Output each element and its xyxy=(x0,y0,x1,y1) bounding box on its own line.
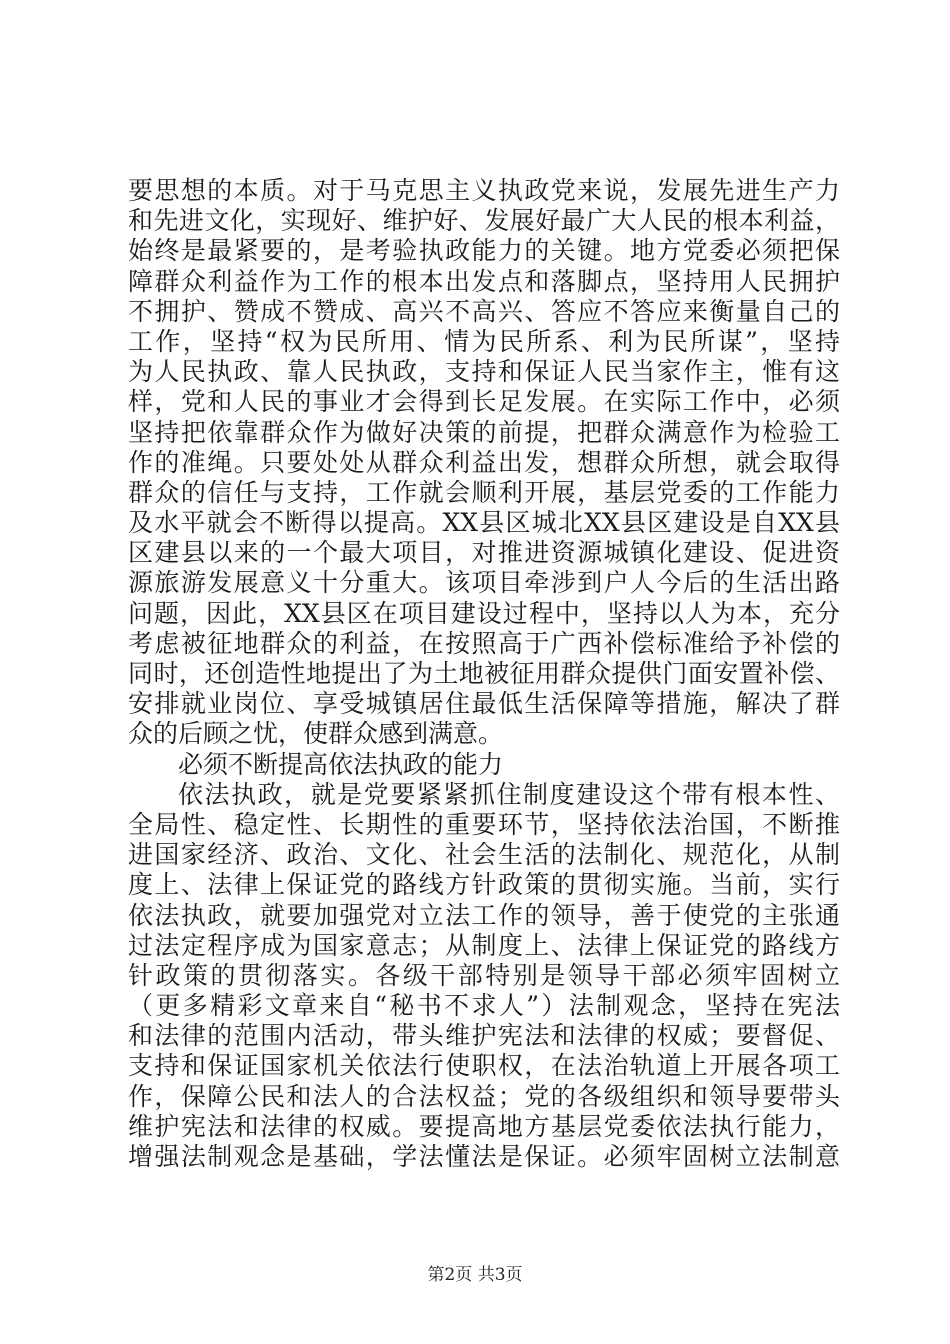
text-line: 依法执政，就是党要紧紧抓住制度建设这个带有根本性、 xyxy=(178,779,840,809)
text-line: 不拥护、赞成不赞成、高兴不高兴、答应不答应来衡量自己的 xyxy=(128,296,840,326)
text-line: 问题，因此，XX县区在项目建设过程中，坚持以人为本，充分 xyxy=(128,598,840,628)
text-line: 作，保障公民和法人的合法权益；党的各级组织和领导要带头 xyxy=(128,1081,840,1111)
text-line: （更多精彩文章来自“秘书不求人”）法制观念，坚持在宪法 xyxy=(128,991,840,1021)
body-text xyxy=(128,176,840,1172)
text-line: 依法执政，就要加强党对立法工作的领导，善于使党的主张通 xyxy=(128,900,840,930)
text-line: 众的后顾之忧，使群众感到满意。 xyxy=(128,719,504,749)
text-line: 及水平就会不断得以提高。XX县区城北XX县区建设是自XX县 xyxy=(128,508,840,538)
section-heading: 必须不断提高依法执政的能力 xyxy=(178,749,504,779)
text-line: 作的准绳。只要处处从群众利益出发，想群众所想，就会取得 xyxy=(128,447,840,477)
text-line: 源旅游发展意义十分重大。该项目牵涉到户人今后的生活出路 xyxy=(128,568,840,598)
text-line: 工作，坚持“权为民所用、情为民所系、利为民所谋”，坚持 xyxy=(128,326,840,356)
text-line: 安排就业岗位、享受城镇居住最低生活保障等措施，解决了群 xyxy=(128,689,840,719)
text-line: 针政策的贯彻落实。各级干部特别是领导干部必须牢固树立 xyxy=(128,960,840,990)
text-line: 同时，还创造性地提出了为土地被征用群众提供门面安置补偿、 xyxy=(128,659,840,688)
text-line: 度上、法律上保证党的路线方针政策的贯彻实施。当前，实行 xyxy=(128,870,840,900)
text-line: 支持和保证国家机关依法行使职权，在法治轨道上开展各项工 xyxy=(128,1051,840,1081)
text-line: 要思想的本质。对于马克思主义执政党来说，发展先进生产力 xyxy=(128,176,840,205)
text-line: 障群众利益作为工作的根本出发点和落脚点，坚持用人民拥护 xyxy=(128,266,840,296)
text-line: 群众的信任与支持，工作就会顺利开展，基层党委的工作能力 xyxy=(128,477,840,507)
text-line: 进国家经济、政治、文化、社会生活的法制化、规范化，从制 xyxy=(128,840,840,870)
text-line: 和法律的范围内活动，带头维护宪法和法律的权威；要督促、 xyxy=(128,1021,840,1051)
text-line: 样，党和人民的事业才会得到长足发展。在实际工作中，必须 xyxy=(128,387,840,417)
text-line: 全局性、稳定性、长期性的重要环节，坚持依法治国，不断推 xyxy=(128,809,840,839)
text-line: 增强法制观念是基础，学法懂法是保证。必须牢固树立法制意 xyxy=(128,1142,840,1171)
text-line: 坚持把依靠群众作为做好决策的前提，把群众满意作为检验工 xyxy=(128,417,840,447)
text-line: 维护宪法和法律的权威。要提高地方基层党委依法执行能力， xyxy=(128,1111,840,1141)
text-line: 过法定程序成为国家意志；从制度上、法律上保证党的路线方 xyxy=(128,930,840,960)
page-footer: 第2页 共3页 xyxy=(427,1265,523,1285)
text-line: 为人民执政、靠人民执政，支持和保证人民当家作主，惟有这 xyxy=(128,357,840,387)
text-line: 考虑被征地群众的利益，在按照高于广西补偿标准给予补偿的 xyxy=(128,628,840,658)
text-line: 始终是最紧要的，是考验执政能力的关键。地方党委必须把保 xyxy=(128,236,840,266)
text-line: 和先进文化，实现好、维护好、发展好最广大人民的根本利益， xyxy=(128,206,840,236)
text-line: 区建县以来的一个最大项目，对推进资源城镇化建设、促进资 xyxy=(128,538,840,568)
